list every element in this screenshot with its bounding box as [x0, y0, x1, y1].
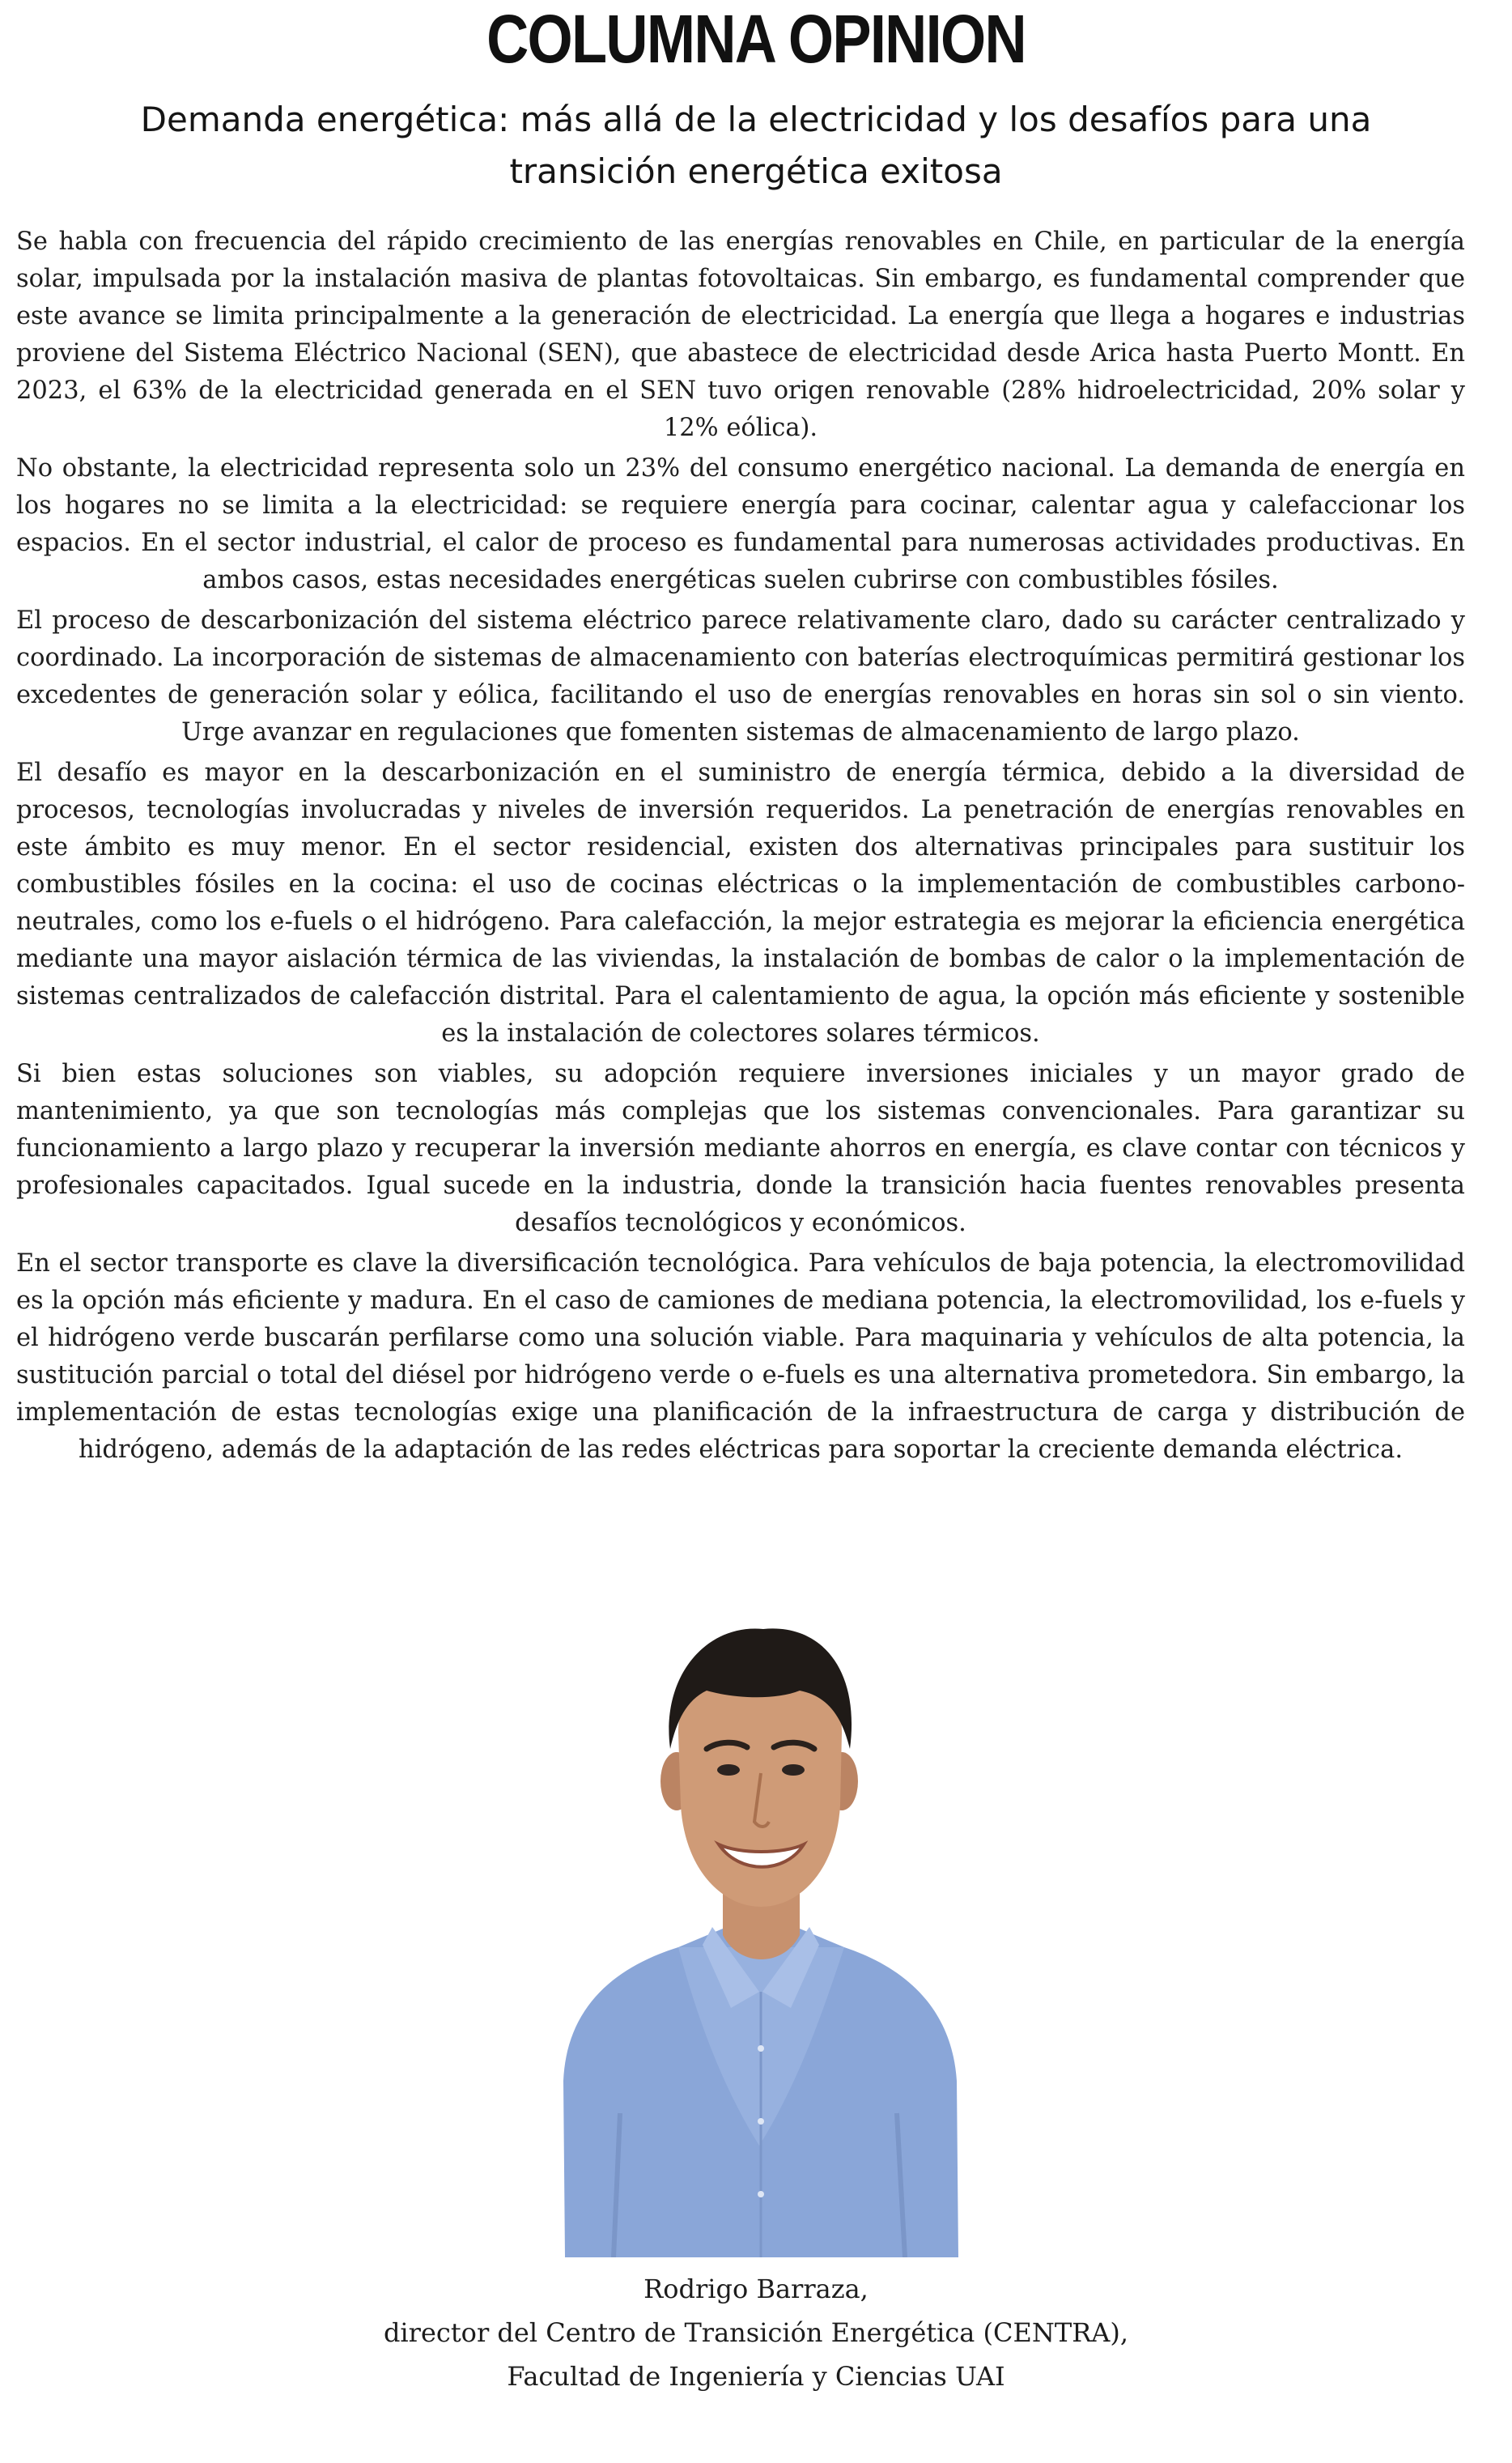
- article-paragraph: Se habla con frecuencia del rápido crecimiento de las energías renovables en Chile, en particular de la energía solar, impulsada por la instalación masiva de plantas fotovoltaicas. Sin embargo, es fundamental comprender que este avance se limita principalmente a la generación de electricidad. La energía que llega a hogares e industrias proviene del Sistema Eléctrico Nacional (SEN), que abastece de electricidad desde Arica hasta Puerto Montt. En 2023, el 63% de la electricidad generada en el SEN tuvo origen renovable (28% hidroelectricidad, 20% solar y 12% eólica).: [16, 228, 1465, 442]
- author-role: director del Centro de Transición Energética (CENTRA),: [383, 2317, 1129, 2348]
- article-paragraph: Si bien estas soluciones son viables, su adopción requiere inversiones iniciales y un mayor grado de mantenimiento, ya que son tecnologías más complejas que los sistemas convencionales. Para garantizar su funcionamiento a largo plazo y recuperar la inversión mediante ahorros en energía, es clave contar con técnicos y profesionales capacitados. Igual sucede en la industria, donde la transición hacia fuentes renovables presenta desafíos tecnológicos y económicos.: [16, 1060, 1465, 1237]
- article-paragraph: El desafío es mayor en la descarbonización en el suministro de energía térmica, debido a la diversidad de procesos, tecnologías involucradas y niveles de inversión requeridos. La penetración de energías renovables en este ámbito es muy menor. En el sector residencial, existen dos alternativas principales para sustituir los combustibles fósiles en la cocina: el uso de cocinas eléctricas o la implementación de combustibles carbono-neutrales, como los e-fuels o el hidrógeno. Para calefacción, la mejor estrategia es mejorar la eficiencia energética mediante una mayor aislación térmica de las viviendas, la instalación de bombas de calor o la implementación de sistemas centralizados de calefacción distrital. Para el calentamiento de agua, la opción más eficiente y sostenible es la instalación de colectores solares térmicos.: [16, 759, 1465, 1048]
- article-paragraph: No obstante, la electricidad representa solo un 23% del consumo energético nacional. La demanda de energía en los hogares no se limita a la electricidad: se requiere energía para cocinar, calentar agua y calefaccionar los espacios. En el sector industrial, el calor de proceso es fundamental para numerosas actividades productivas. En ambos casos, estas necesidades energéticas suelen cubrirse con combustibles fósiles.: [16, 454, 1465, 594]
- article-paragraph: En el sector transporte es clave la diversificación tecnológica. Para vehículos de baja potencia, la electromovilidad es la opción más eficiente y madura. En el caso de camiones de mediana potencia, la electromovilidad, los e-fuels y el hidrógeno verde buscarán perfilarse como una solución viable. Para maquinaria y vehículos de alta potencia, la sustitución parcial o total del diésel por hidrógeno verde o e-fuels es una alternativa prometedora. Sin embargo, la implementación de estas tecnologías exige una planificación de la infraestructura de carga y distribución de hidrógeno, además de la adaptación de las redes eléctricas para soportar la creciente demanda eléctrica.: [16, 1249, 1465, 1464]
- article-body: [16, 223, 1465, 1472]
- author-name: Rodrigo Barraza,: [643, 2274, 869, 2304]
- author-signature: [162, 2267, 1350, 2398]
- article-paragraph: El proceso de descarbonización del sistema eléctrico parece relativamente claro, dado su carácter centralizado y coordinado. La incorporación de sistemas de almacenamiento con baterías electroquímicas permitirá gestionar los excedentes de generación solar y eólica, facilitando el uso de energías renovables en horas sin sol o sin viento. Urge avanzar en regulaciones que fomenten sistemas de almacenamiento de largo plazo.: [16, 606, 1465, 747]
- author-affiliation: Facultad de Ingeniería y Ciencias UAI: [507, 2361, 1005, 2392]
- headline: Demanda energética: más allá de la electricidad y los desafíos para una transición energética exitosa: [140, 100, 1372, 191]
- author-photo: [557, 1627, 963, 2257]
- section-title: COLUMNA OPINION: [486, 1, 1026, 77]
